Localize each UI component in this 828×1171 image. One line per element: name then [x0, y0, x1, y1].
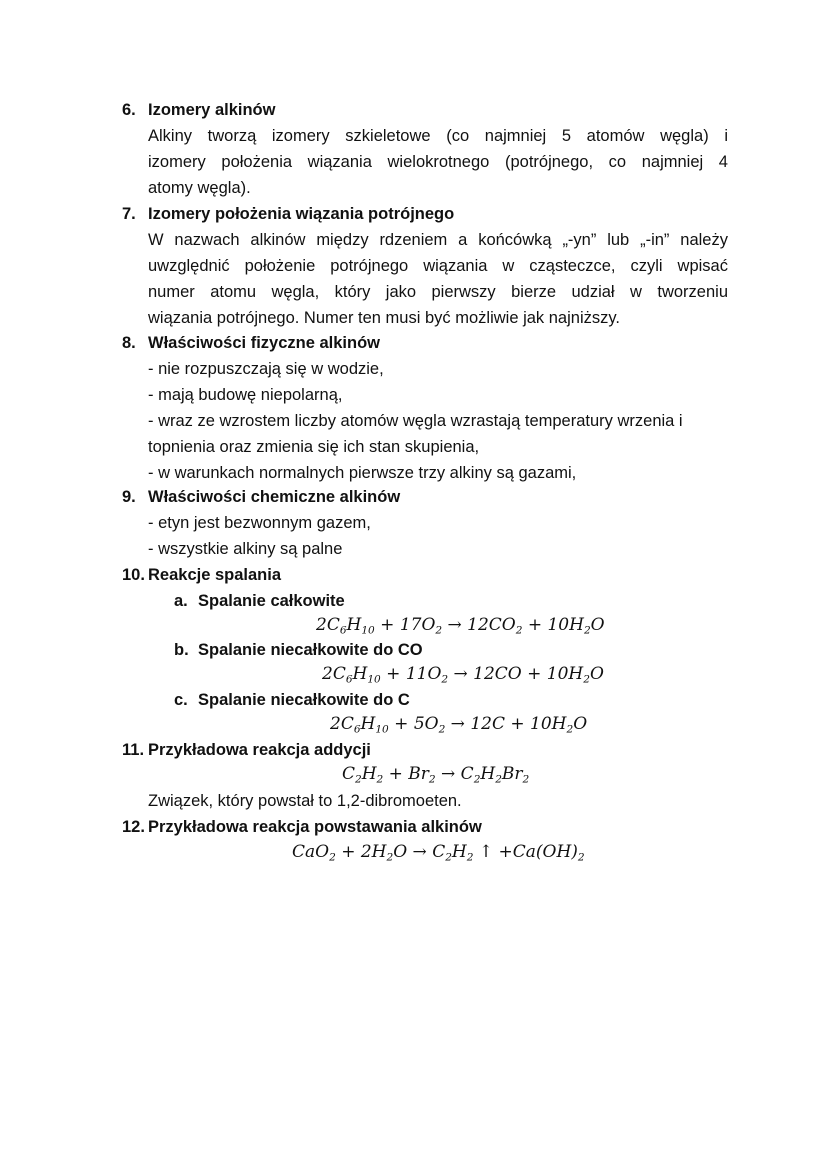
section-10-heading — [122, 565, 281, 585]
section-9-line-1: - etyn jest bezwonnym gazem, — [148, 514, 371, 532]
section-11-title: Przykładowa reakcja addycji — [148, 741, 371, 759]
subsection-10b-letter: b. — [174, 641, 189, 659]
section-7-line-4: wiązania potrójnego. Numer ten musi być możliwie jak najniższy. — [148, 309, 620, 327]
subsection-10a-letter: a. — [174, 592, 188, 610]
section-11-number: 11. — [122, 741, 145, 759]
section-6-line-1: Alkiny tworzą izomery szkieletowe (co najmniej 5 atomów węgla) i — [148, 127, 728, 145]
section-10-title: Reakcje spalania — [148, 566, 281, 584]
equation-incomplete-combustion-c: $2C_6H_{10} + 5O_2 \to 12C + 10H_2O$ — [330, 714, 588, 736]
subsection-10c-letter: c. — [174, 691, 188, 709]
section-7-line-3: numer atomu węgla, który jako pierwszy bierze udział w tworzeniu — [148, 283, 728, 301]
equation-addition-reaction: $C_2H_2 + Br_2 \to C_2H_2Br_2$ — [342, 764, 530, 786]
section-6-number: 6. — [122, 101, 136, 119]
section-8-line-2: - mają budowę niepolarną, — [148, 386, 343, 404]
section-6-line-3: atomy węgla). — [148, 179, 251, 197]
section-6-line-2: izomery położenia wiązania wielokrotnego (potrójnego, co najmniej 4 — [148, 153, 728, 171]
section-7-line-2: uwzględnić położenie potrójnego wiązania w cząsteczce, czyli wpisać — [148, 257, 728, 275]
subsection-10a-heading — [174, 591, 345, 611]
section-9-line-2: - wszystkie alkiny są palne — [148, 540, 343, 558]
section-11-note: Związek, który powstał to 1,2-dibromoeten. — [148, 792, 462, 810]
subsection-10c-title: Spalanie niecałkowite do C — [198, 691, 410, 709]
section-9-title: Właściwości chemiczne alkinów — [148, 488, 401, 506]
section-11-heading — [122, 740, 371, 760]
section-8-line-1: - nie rozpuszczają się w wodzie, — [148, 360, 384, 378]
equation-incomplete-combustion-co: $2C_6H_{10} + 11O_2 \to 12CO + 10H_2O$ — [322, 664, 604, 686]
subsection-10a-title: Spalanie całkowite — [198, 592, 345, 610]
section-9-heading — [122, 487, 400, 507]
section-10-number: 10. — [122, 566, 145, 584]
section-9-number: 9. — [122, 488, 136, 506]
section-8-line-4: topnienia oraz zmienia się ich stan skupienia, — [148, 438, 480, 456]
section-7-title: Izomery położenia wiązania potrójnego — [148, 205, 455, 223]
section-8-number: 8. — [122, 334, 136, 352]
equation-complete-combustion: $2C_6H_{10} + 17O_2 \to 12CO_2 + 10H_2O$ — [316, 615, 605, 637]
section-8-line-5: - w warunkach normalnych pierwsze trzy alkiny są gazami, — [148, 464, 577, 482]
section-12-heading — [122, 817, 482, 837]
subsection-10c-heading — [174, 690, 410, 710]
equation-alkyne-formation: $CaO_2 + 2H_2O \to C_2H_2$ ↑ $+Ca(OH)_2$ — [292, 842, 585, 864]
section-7-number: 7. — [122, 205, 136, 223]
section-7-heading — [122, 204, 454, 224]
section-6-heading — [122, 100, 275, 120]
section-8-line-3: - wraz ze wzrostem liczby atomów węgla wzrastają temperatury wrzenia i — [148, 412, 683, 430]
section-8-title: Właściwości fizyczne alkinów — [148, 334, 380, 352]
section-8-heading — [122, 333, 380, 353]
section-12-title: Przykładowa reakcja powstawania alkinów — [148, 818, 482, 836]
section-6-title: Izomery alkinów — [148, 101, 276, 119]
subsection-10b-heading — [174, 640, 423, 660]
section-7-line-1: W nazwach alkinów między rdzeniem a końcówką „-yn” lub „-in” należy — [148, 231, 728, 249]
section-12-number: 12. — [122, 818, 145, 836]
subsection-10b-title: Spalanie niecałkowite do CO — [198, 641, 423, 659]
